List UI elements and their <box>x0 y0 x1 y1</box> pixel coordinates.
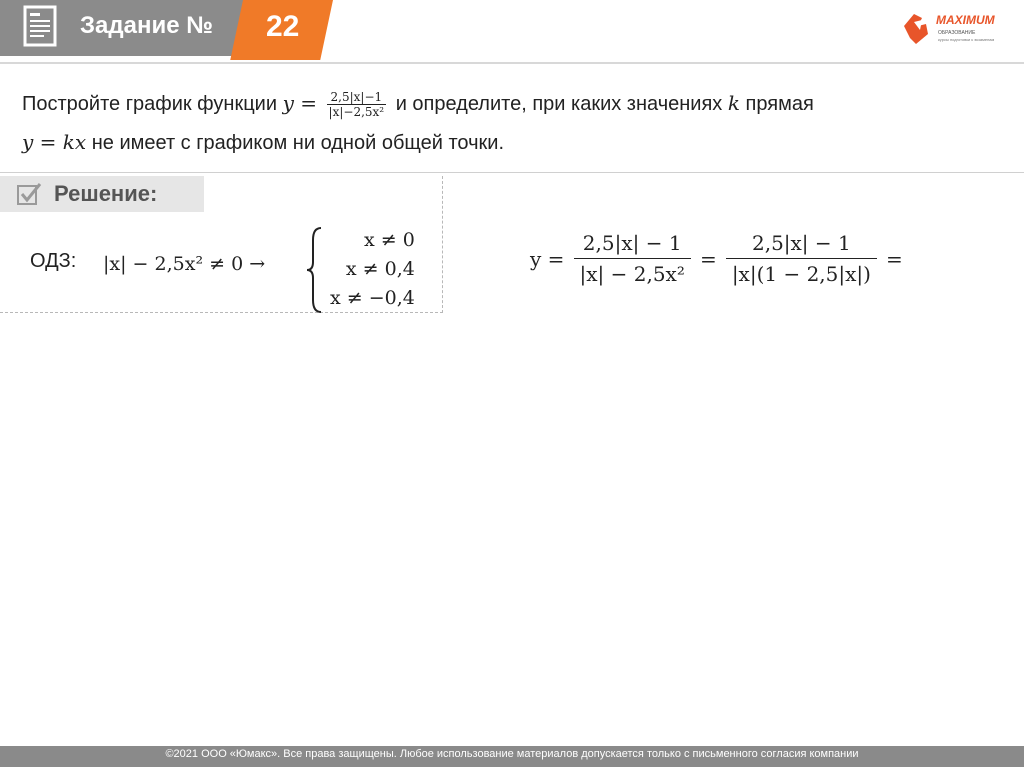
equation-fraction-1: $\frac{2,5|x| - 1}{\text{|x| − 2,5x²}}$ <box>574 228 691 289</box>
checkbox-icon <box>16 181 42 207</box>
solution-label: Решение: <box>54 181 158 206</box>
task-y-eq: y = <box>282 91 317 115</box>
system-row: x ≠ 0 <box>364 229 415 251</box>
task-number: 22 <box>266 10 300 43</box>
equation-fraction-2: $\frac{2,5|x| - 1}{|x|(1 - 2,5|x|)}$ <box>726 228 877 289</box>
equals-sign: = <box>699 246 717 271</box>
svg-text:ОБРАЗОВАНИЕ: ОБРАЗОВАНИЕ <box>938 30 976 36</box>
odz-label: ОДЗ: <box>30 250 77 272</box>
footer-copyright: ©2021 ООО «Юмакс». Все права защищены. Любое использование материалов допускается только с письменного согласия компании <box>165 748 859 760</box>
maximum-logo <box>900 4 1020 50</box>
task-line-1: Постройте график функции y = $\frac{2,5|x|-1}{\text{|x|−2,5x²}}$ и определите, при каких значениях k прямая <box>22 90 814 120</box>
task-text <box>22 84 1002 162</box>
odz-expression: |x| − 2,5x² ≠ 0 → <box>103 253 266 275</box>
transformed-equation <box>530 228 903 289</box>
document-icon <box>22 4 62 48</box>
task-fraction: $\frac{2,5|x|-1}{\text{|x|−2,5x²}}$ <box>328 90 385 120</box>
svg-text:курсы подготовки к экзаменам: курсы подготовки к экзаменам <box>938 37 995 42</box>
system-row: x ≠ 0,4 <box>345 258 415 280</box>
equals-sign-tail: = <box>886 246 903 271</box>
task-line-2: y = kx не имеет с графиком ни одной общей точки. <box>22 130 505 154</box>
header-title: Задание № <box>80 12 213 39</box>
header <box>0 0 1024 62</box>
svg-text:MAXIMUM: MAXIMUM <box>936 13 995 27</box>
system-row: x ≠ −0,4 <box>330 287 415 309</box>
left-brace-icon <box>305 226 325 314</box>
equation-lhs: y = <box>530 246 565 271</box>
odz-system <box>330 226 415 313</box>
